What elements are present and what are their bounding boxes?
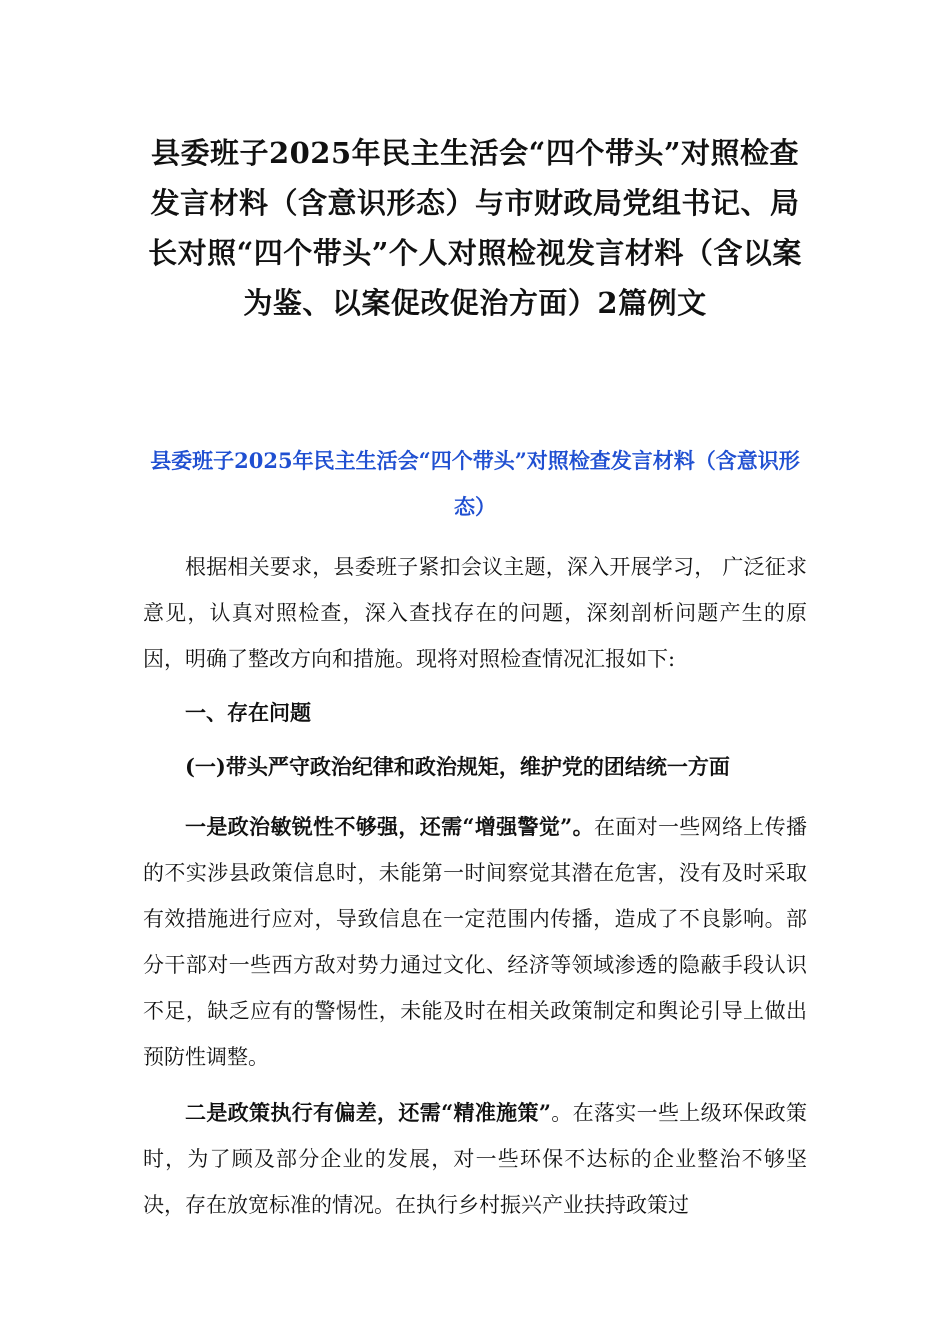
point-2-body: 。在落实一些上级环保政策时，为了顾及部分企业的发展，对一些环保不达标的企业整治不够坚决，存在放宽标准的情况。在执行乡村振兴产业扶持政策过 [143, 1101, 807, 1217]
point-1-lead: 一是政治敏锐性不够强，还需“增强警觉”。 [185, 814, 594, 839]
intro-paragraph: 根据相关要求，县委班子紧扣会议主题，深入开展学习， 广泛征求意见，认真对照检查，深入查找存在的问题，深刻剖析问题产生的原因，明确了整改方向和措施。现将对照检查情况汇报如下: [143, 555, 807, 671]
section-title: 县委班子2025年民主生活会“四个带头”对照检查发言材料（含意识形态） [150, 448, 800, 519]
heading-problems: 一、存在问题 [185, 700, 311, 725]
document-title: 县委班子2025年民主生活会“四个带头”对照检查发言材料（含意识形态）与市财政局党组书记、局长对照“四个带头”个人对照检视发言材料（含以案为鉴、以案促改促治方面）2篇例文 [148, 136, 802, 320]
point-2-lead: 二是政策执行有偏差，还需“精准施策” [185, 1100, 551, 1125]
point-1-paragraph [143, 804, 807, 1080]
heading-political-discipline: (一)带头严守政治纪律和政治规矩，维护党的团结统一方面 [185, 754, 730, 779]
point-2-paragraph [143, 1090, 807, 1228]
point-1-body: 在面对一些网络上传播的不实涉县政策信息时，未能第一时间察觉其潜在危害，没有及时采取有效措施进行应对，导致信息在一定范围内传播，造成了不良影响。部分干部对一些西方敌对势力通过文化、经济等领域渗透的隐蔽手段认识不足，缺乏应有的警惕性，未能及时在相关政策制定和舆论引导上做出预防性调整。 [143, 815, 807, 1069]
